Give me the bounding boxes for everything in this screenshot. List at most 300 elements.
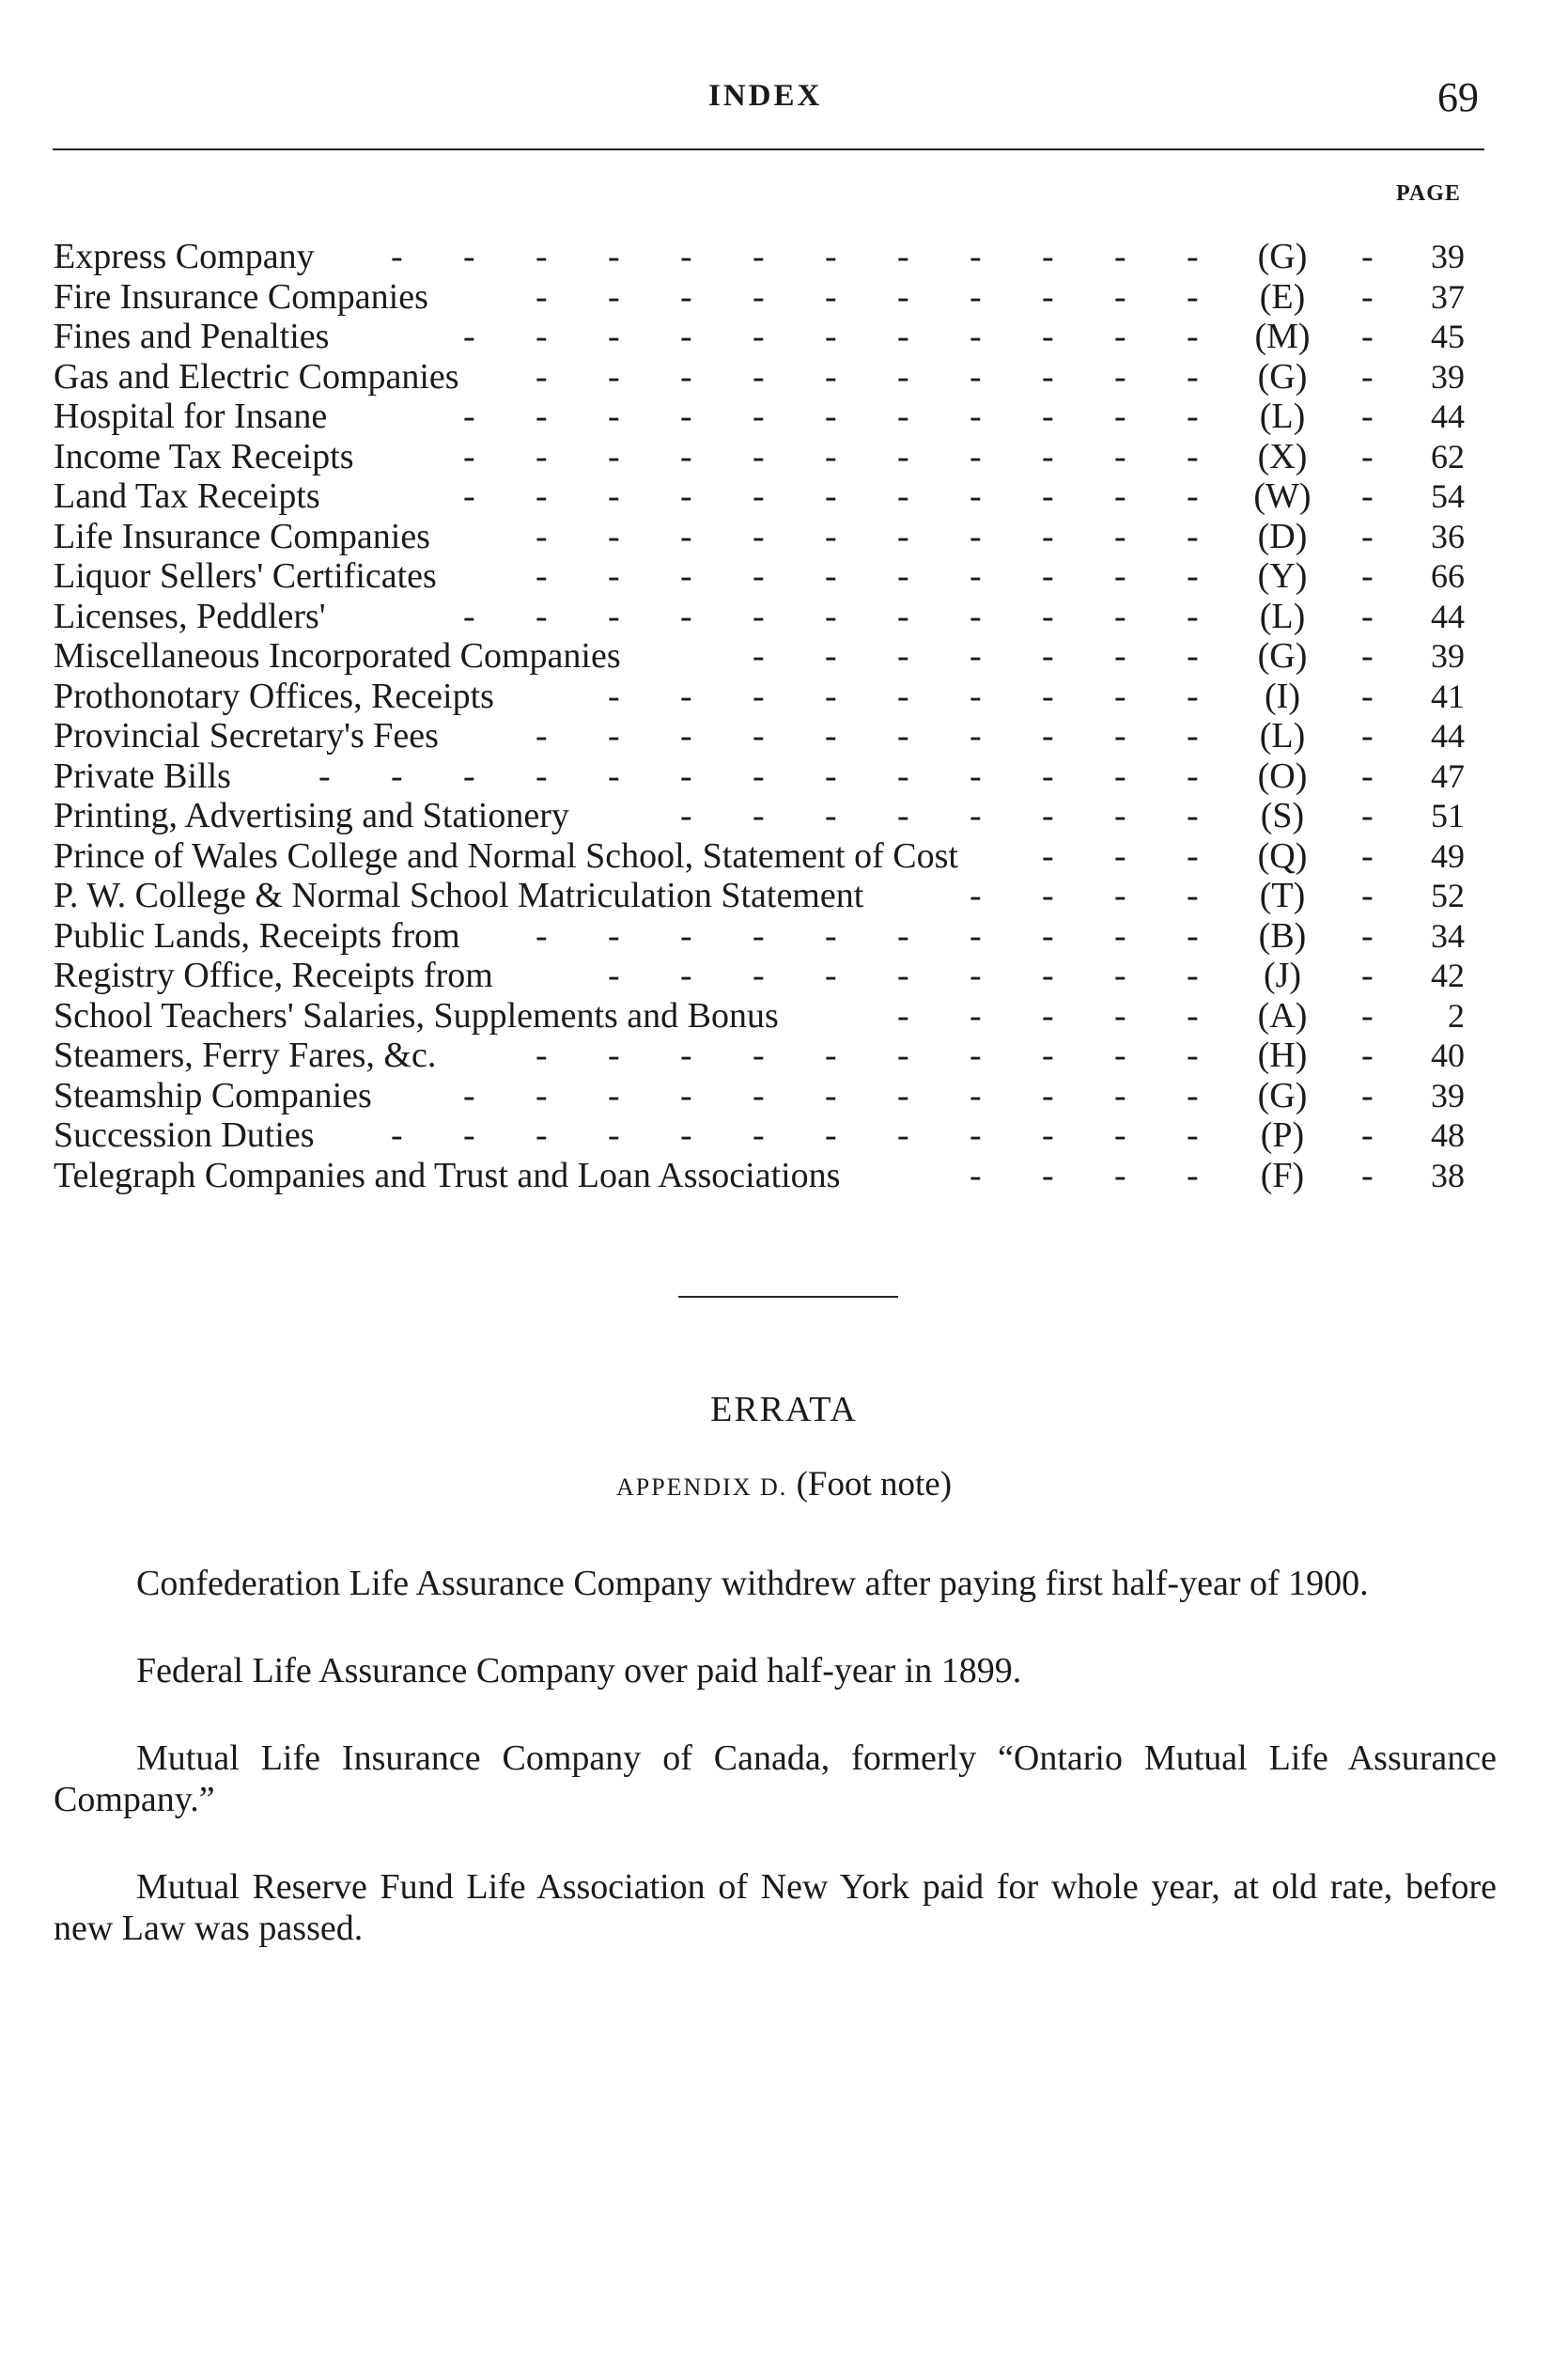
leader-dash: - xyxy=(825,436,837,476)
leader-dash: - xyxy=(680,956,692,995)
index-entry-title: Liquor Sellers' Certificates xyxy=(54,556,437,596)
leader-dash: - xyxy=(1042,876,1054,915)
index-entry-title: Registry Office, Receipts from xyxy=(54,956,493,995)
leader-dash: - xyxy=(825,237,837,276)
leader-dash: - xyxy=(608,956,620,995)
leader-dash: - xyxy=(753,636,765,676)
leader-dash: - xyxy=(463,756,475,796)
leader-dash: - xyxy=(536,276,548,317)
leader-dash: - xyxy=(825,636,837,676)
leader-dash: - xyxy=(1042,995,1054,1036)
errata-note-label: (Foot note) xyxy=(796,1465,953,1504)
index-entry-title: P. W. College & Normal School Matriculation Statement xyxy=(54,876,864,915)
leader-dash: - xyxy=(536,476,548,516)
index-entry-title: Life Insurance Companies xyxy=(54,516,430,556)
leader-dash: - xyxy=(970,1155,982,1195)
leader-dash: - xyxy=(536,756,548,796)
leader-dash: - xyxy=(1114,276,1126,317)
leader-dash: - xyxy=(608,317,620,356)
leader-dash: - xyxy=(1187,876,1199,915)
leader-dash: - xyxy=(1187,397,1199,436)
index-entry-leader-dash: - xyxy=(1361,876,1374,915)
leader-dash: - xyxy=(1042,1075,1054,1115)
leader-dash: - xyxy=(1187,676,1199,716)
leader-dash: - xyxy=(536,356,548,397)
leader-dash: - xyxy=(1042,716,1054,756)
index-entry-page: 39 xyxy=(1431,1076,1465,1114)
leader-dash: - xyxy=(753,1036,765,1075)
leader-dash: - xyxy=(680,756,692,796)
index-entry-title: Miscellaneous Incorporated Companies xyxy=(54,636,621,676)
index-entry xyxy=(54,237,1491,277)
leader-dash: - xyxy=(463,397,475,436)
leader-dash: - xyxy=(608,556,620,596)
leader-dash: - xyxy=(970,556,982,596)
index-entry-code: (D) xyxy=(1257,516,1308,556)
leader-dash: - xyxy=(536,1075,548,1115)
leader-dash: - xyxy=(1114,995,1126,1036)
index-entry xyxy=(54,756,1491,797)
index-entry-page: 62 xyxy=(1431,437,1465,475)
leader-dash: - xyxy=(1187,1155,1199,1195)
index-entry-page: 54 xyxy=(1431,477,1465,515)
leader-dash: - xyxy=(1042,1115,1054,1155)
index-entry-title: Gas and Electric Companies xyxy=(54,356,459,397)
index-entry-page: 41 xyxy=(1431,677,1465,715)
index-entry-leader-dash: - xyxy=(1361,596,1374,636)
leader-dash: - xyxy=(1114,556,1126,596)
leader-dash: - xyxy=(825,716,837,756)
leader-dash: - xyxy=(1042,676,1054,716)
leader-dash: - xyxy=(753,516,765,556)
leader-dash: - xyxy=(608,596,620,636)
leader-dash: - xyxy=(825,356,837,397)
index-entry-page: 34 xyxy=(1431,916,1465,955)
leader-dash: - xyxy=(318,756,331,796)
index-entry xyxy=(54,1036,1491,1076)
leader-dash: - xyxy=(1042,835,1054,876)
leader-dash: - xyxy=(897,556,909,596)
index-entry-leader-dash: - xyxy=(1361,956,1374,995)
leader-dash: - xyxy=(391,1115,403,1155)
leader-dash: - xyxy=(536,716,548,756)
leader-dash: - xyxy=(680,276,692,317)
leader-dash: - xyxy=(463,1115,475,1155)
index-entry xyxy=(54,996,1491,1036)
index-entry-title: Telegraph Companies and Trust and Loan Associations xyxy=(54,1155,841,1195)
leader-dash: - xyxy=(897,676,909,716)
index-entry-code: (Q) xyxy=(1257,835,1308,876)
leader-dash: - xyxy=(1187,835,1199,876)
leader-dash: - xyxy=(753,956,765,995)
leader-dash: - xyxy=(1042,636,1054,676)
leader-dash: - xyxy=(680,796,692,835)
leader-dash: - xyxy=(970,956,982,995)
leader-dash: - xyxy=(1187,756,1199,796)
leader-dash: - xyxy=(536,1036,548,1075)
index-entry xyxy=(54,357,1491,397)
index-entry xyxy=(54,476,1491,517)
index-entry-leader-dash: - xyxy=(1361,835,1374,876)
leader-dash: - xyxy=(1114,876,1126,915)
leader-dash: - xyxy=(1042,556,1054,596)
leader-dash: - xyxy=(1187,476,1199,516)
leader-dash: - xyxy=(1187,716,1199,756)
leader-dash: - xyxy=(1187,1075,1199,1115)
leader-dash: - xyxy=(753,276,765,317)
leader-dash: - xyxy=(825,796,837,835)
index-entry-leader-dash: - xyxy=(1361,1075,1374,1115)
leader-dash: - xyxy=(1114,1155,1126,1195)
leader-dash: - xyxy=(1187,237,1199,276)
running-head xyxy=(0,73,1568,120)
index-entry-page: 37 xyxy=(1431,277,1465,316)
leader-dash: - xyxy=(970,1115,982,1155)
errata-subtitle xyxy=(0,1464,1568,1504)
section-divider-rule xyxy=(678,1296,898,1298)
index-entry-code: (O) xyxy=(1257,756,1308,796)
index-entry-page: 52 xyxy=(1431,877,1465,914)
leader-dash: - xyxy=(1042,915,1054,956)
leader-dash: - xyxy=(536,317,548,356)
leader-dash: - xyxy=(970,356,982,397)
page-number: 69 xyxy=(1437,74,1479,120)
leader-dash: - xyxy=(680,356,692,397)
leader-dash: - xyxy=(1042,476,1054,516)
leader-dash: - xyxy=(897,956,909,995)
index-entry xyxy=(54,556,1491,597)
leader-dash: - xyxy=(680,915,692,956)
leader-dash: - xyxy=(1114,716,1126,756)
leader-dash: - xyxy=(1187,1115,1199,1155)
leader-dash: - xyxy=(680,436,692,476)
leader-dash: - xyxy=(608,1115,620,1155)
index-entry-code: (L) xyxy=(1259,596,1306,636)
index-entry-title: Provincial Secretary's Fees xyxy=(54,716,439,756)
leader-dash: - xyxy=(536,915,548,956)
index-entry-code: (X) xyxy=(1257,436,1308,476)
leader-dash: - xyxy=(608,676,620,716)
leader-dash: - xyxy=(825,956,837,995)
index-entry-code: (G) xyxy=(1257,237,1308,276)
leader-dash: - xyxy=(970,317,982,356)
index-entry-page: 44 xyxy=(1431,397,1465,435)
leader-dash: - xyxy=(825,556,837,596)
leader-dash: - xyxy=(1042,436,1054,476)
leader-dash: - xyxy=(1114,835,1126,876)
header-rule xyxy=(53,148,1484,150)
index-entry-leader-dash: - xyxy=(1361,995,1374,1036)
index-entry-title: Private Bills xyxy=(54,756,231,796)
index-entry-code: (G) xyxy=(1257,1075,1308,1115)
leader-dash: - xyxy=(753,237,765,276)
leader-dash: - xyxy=(680,716,692,756)
leader-dash: - xyxy=(391,756,403,796)
leader-dash: - xyxy=(463,237,475,276)
leader-dash: - xyxy=(680,556,692,596)
leader-dash: - xyxy=(1187,556,1199,596)
leader-dash: - xyxy=(680,317,692,356)
leader-dash: - xyxy=(463,1075,475,1115)
leader-dash: - xyxy=(970,397,982,436)
index-entry xyxy=(54,1115,1491,1156)
index-entry-leader-dash: - xyxy=(1361,1115,1374,1155)
leader-dash: - xyxy=(825,1075,837,1115)
leader-dash: - xyxy=(970,516,982,556)
index-entry-page: 38 xyxy=(1431,1156,1465,1194)
leader-dash: - xyxy=(536,436,548,476)
index-entry-title: Hospital for Insane xyxy=(54,397,328,436)
leader-dash: - xyxy=(753,915,765,956)
leader-dash: - xyxy=(608,436,620,476)
index-entry-title: Succession Duties xyxy=(54,1115,315,1155)
index-entry-code: (E) xyxy=(1259,276,1306,317)
leader-dash: - xyxy=(608,1075,620,1115)
leader-dash: - xyxy=(536,1115,548,1155)
index-entry-page: 44 xyxy=(1431,597,1465,635)
leader-dash: - xyxy=(970,716,982,756)
index-entry-page: 51 xyxy=(1431,797,1465,834)
leader-dash: - xyxy=(970,796,982,835)
leader-dash: - xyxy=(970,636,982,676)
index-entry-page: 39 xyxy=(1431,238,1465,275)
leader-dash: - xyxy=(1042,276,1054,317)
leader-dash: - xyxy=(753,317,765,356)
leader-dash: - xyxy=(1042,596,1054,636)
index-entry-title: Public Lands, Receipts from xyxy=(54,915,460,956)
index-entry-title: Fines and Penalties xyxy=(54,317,330,356)
leader-dash: - xyxy=(1114,956,1126,995)
leader-dash: - xyxy=(753,556,765,596)
index-entry-code: (S) xyxy=(1260,796,1305,835)
index-entry xyxy=(54,636,1491,677)
leader-dash: - xyxy=(463,476,475,516)
errata-paragraph: Federal Life Assurance Company over paid half-year in 1899. xyxy=(136,1651,1022,1691)
leader-dash: - xyxy=(680,1115,692,1155)
index-entry-title: Licenses, Peddlers' xyxy=(54,596,326,636)
leader-dash: - xyxy=(825,676,837,716)
leader-dash: - xyxy=(970,676,982,716)
leader-dash: - xyxy=(825,516,837,556)
leader-dash: - xyxy=(1114,1115,1126,1155)
index-entry-code: (F) xyxy=(1260,1155,1305,1195)
leader-dash: - xyxy=(536,516,548,556)
index-entry-page: 45 xyxy=(1431,318,1465,355)
index-entry-page: 47 xyxy=(1431,756,1465,795)
errata-paragraph: Mutual Life Insurance Company of Canada, formerly “Ontario Mutual Life Assurance Company.” xyxy=(54,1738,1497,1819)
leader-dash: - xyxy=(825,397,837,436)
index-entry-page: 2 xyxy=(1448,996,1465,1035)
index-entry-code: (B) xyxy=(1258,915,1307,956)
leader-dash: - xyxy=(1187,317,1199,356)
leader-dash: - xyxy=(1114,796,1126,835)
index-entry-title: Printing, Advertising and Stationery xyxy=(54,796,569,835)
index-entry-leader-dash: - xyxy=(1361,716,1374,756)
leader-dash: - xyxy=(897,995,909,1036)
leader-dash: - xyxy=(970,995,982,1036)
leader-dash: - xyxy=(1187,596,1199,636)
page-column-label: PAGE xyxy=(1396,181,1461,206)
index-entry-title: Fire Insurance Companies xyxy=(54,276,428,317)
leader-dash: - xyxy=(1187,516,1199,556)
index-entry-page: 49 xyxy=(1431,836,1465,875)
leader-dash: - xyxy=(536,237,548,276)
leader-dash: - xyxy=(1042,756,1054,796)
index-entry-title: Steamers, Ferry Fares, &c. xyxy=(54,1036,437,1075)
leader-dash: - xyxy=(1114,636,1126,676)
errata-appendix-label: APPENDIX D. xyxy=(615,1473,788,1501)
leader-dash: - xyxy=(970,915,982,956)
index-entry-title: Income Tax Receipts xyxy=(54,436,354,476)
leader-dash: - xyxy=(680,676,692,716)
index-entry xyxy=(54,956,1491,996)
leader-dash: - xyxy=(1114,915,1126,956)
leader-dash: - xyxy=(897,237,909,276)
leader-dash: - xyxy=(608,716,620,756)
index-entry-leader-dash: - xyxy=(1361,556,1374,596)
leader-dash: - xyxy=(1187,796,1199,835)
leader-dash: - xyxy=(970,476,982,516)
leader-dash: - xyxy=(970,756,982,796)
leader-dash: - xyxy=(1042,317,1054,356)
leader-dash: - xyxy=(536,596,548,636)
index-entry-page: 39 xyxy=(1431,637,1465,675)
index-entry xyxy=(54,317,1491,357)
running-head-title: INDEX xyxy=(708,79,823,113)
leader-dash: - xyxy=(608,397,620,436)
index-entry xyxy=(54,836,1491,877)
leader-dash: - xyxy=(608,276,620,317)
leader-dash: - xyxy=(825,476,837,516)
leader-dash: - xyxy=(1042,796,1054,835)
leader-dash: - xyxy=(1114,476,1126,516)
leader-dash: - xyxy=(753,596,765,636)
leader-dash: - xyxy=(608,915,620,956)
index-entry-code: (A) xyxy=(1257,995,1308,1036)
index-entry-title: Steamship Companies xyxy=(54,1075,372,1115)
leader-dash: - xyxy=(897,317,909,356)
leader-dash: - xyxy=(970,876,982,915)
index-entry-code: (W) xyxy=(1253,476,1312,516)
leader-dash: - xyxy=(680,397,692,436)
index-entry-leader-dash: - xyxy=(1361,276,1374,317)
index-entry-leader-dash: - xyxy=(1361,237,1374,276)
errata-paragraph: Mutual Reserve Fund Life Association of New York paid for whole year, at old rate, before new Law was passed. xyxy=(54,1867,1497,1948)
index-entry-leader-dash: - xyxy=(1361,516,1374,556)
leader-dash: - xyxy=(897,716,909,756)
leader-dash: - xyxy=(608,756,620,796)
leader-dash: - xyxy=(608,516,620,556)
index-entry-leader-dash: - xyxy=(1361,397,1374,436)
leader-dash: - xyxy=(1114,1075,1126,1115)
index-entry-page: 48 xyxy=(1431,1116,1465,1154)
index-list xyxy=(54,237,1491,1195)
leader-dash: - xyxy=(463,436,475,476)
index-entry-leader-dash: - xyxy=(1361,1036,1374,1075)
index-entry xyxy=(54,716,1491,756)
leader-dash: - xyxy=(970,436,982,476)
leader-dash: - xyxy=(753,756,765,796)
leader-dash: - xyxy=(753,476,765,516)
leader-dash: - xyxy=(1114,756,1126,796)
leader-dash: - xyxy=(463,317,475,356)
leader-dash: - xyxy=(970,596,982,636)
leader-dash: - xyxy=(1114,317,1126,356)
leader-dash: - xyxy=(825,317,837,356)
leader-dash: - xyxy=(753,1115,765,1155)
errata-title: ERRATA xyxy=(710,1390,858,1429)
leader-dash: - xyxy=(680,476,692,516)
index-entry-code: (G) xyxy=(1257,636,1308,676)
index-entry-leader-dash: - xyxy=(1361,1155,1374,1195)
index-entry-title: Prince of Wales College and Normal School, Statement of Cost xyxy=(54,835,958,876)
index-entry-leader-dash: - xyxy=(1361,356,1374,397)
leader-dash: - xyxy=(1042,1036,1054,1075)
index-entry xyxy=(54,517,1491,557)
index-entry-title: Prothonotary Offices, Receipts xyxy=(54,676,494,716)
leader-dash: - xyxy=(608,476,620,516)
leader-dash: - xyxy=(536,397,548,436)
leader-dash: - xyxy=(1187,436,1199,476)
leader-dash: - xyxy=(897,636,909,676)
index-entry-leader-dash: - xyxy=(1361,476,1374,516)
leader-dash: - xyxy=(897,756,909,796)
index-entry-code: (H) xyxy=(1257,1036,1308,1075)
leader-dash: - xyxy=(897,476,909,516)
index-entry xyxy=(54,597,1491,637)
leader-dash: - xyxy=(1187,995,1199,1036)
leader-dash: - xyxy=(897,397,909,436)
leader-dash: - xyxy=(970,1075,982,1115)
leader-dash: - xyxy=(1042,397,1054,436)
leader-dash: - xyxy=(391,237,403,276)
leader-dash: - xyxy=(1187,276,1199,317)
index-entry xyxy=(54,277,1491,318)
leader-dash: - xyxy=(897,1036,909,1075)
leader-dash: - xyxy=(753,1075,765,1115)
leader-dash: - xyxy=(753,356,765,397)
leader-dash: - xyxy=(1187,956,1199,995)
leader-dash: - xyxy=(753,436,765,476)
index-entry-title: School Teachers' Salaries, Supplements and Bonus xyxy=(54,995,779,1036)
index-entry-title: Express Company xyxy=(54,237,315,276)
index-entry xyxy=(54,916,1491,957)
index-entry-leader-dash: - xyxy=(1361,915,1374,956)
leader-dash: - xyxy=(680,1075,692,1115)
index-entry-page: 36 xyxy=(1431,517,1465,555)
index-entry-code: (L) xyxy=(1259,397,1306,436)
leader-dash: - xyxy=(897,516,909,556)
index-entry-page: 44 xyxy=(1431,717,1465,755)
leader-dash: - xyxy=(753,676,765,716)
index-entry xyxy=(54,1156,1491,1196)
leader-dash: - xyxy=(463,596,475,636)
index-entry-code: (M) xyxy=(1254,317,1311,356)
index-entry xyxy=(54,876,1491,916)
leader-dash: - xyxy=(897,276,909,317)
index-entry-page: 39 xyxy=(1431,357,1465,396)
index-entry xyxy=(54,1076,1491,1116)
index-entry xyxy=(54,397,1491,437)
leader-dash: - xyxy=(1187,1036,1199,1075)
leader-dash: - xyxy=(1042,516,1054,556)
leader-dash: - xyxy=(680,1036,692,1075)
leader-dash: - xyxy=(897,356,909,397)
index-entry-code: (G) xyxy=(1257,356,1308,397)
leader-dash: - xyxy=(1114,516,1126,556)
index-entry xyxy=(54,677,1491,717)
index-entry-title: Land Tax Receipts xyxy=(54,476,320,516)
